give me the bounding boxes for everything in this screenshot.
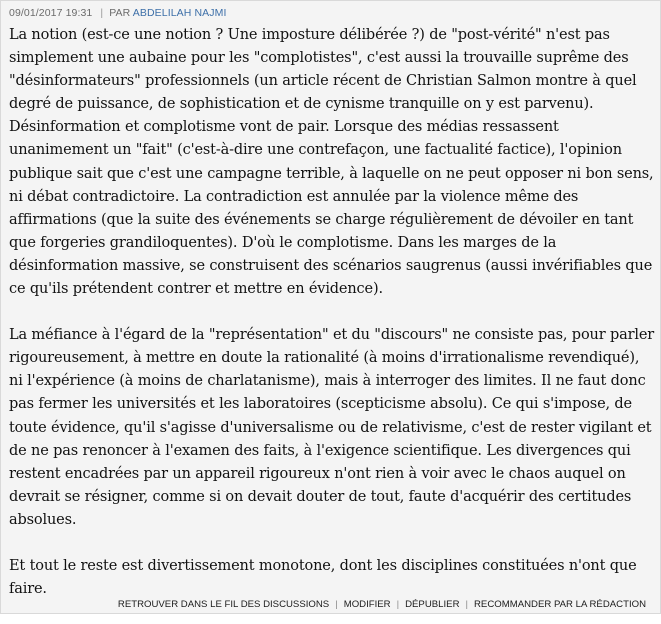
action-separator: | bbox=[335, 599, 338, 610]
author-link[interactable]: ABDELILAH NAJMI bbox=[132, 7, 227, 19]
unpublish-link[interactable]: DÉPUBLIER bbox=[405, 599, 460, 610]
find-in-thread-link[interactable]: RETROUVER DANS LE FIL DES DISCUSSIONS bbox=[117, 599, 330, 610]
comment-actions bbox=[118, 599, 646, 610]
edit-link[interactable]: MODIFIER bbox=[343, 599, 391, 610]
comment-paragraph: La notion (est-ce une notion ? Une imposture délibérée ?) de "post-vérité" n'est pas simplement une aubaine pour les "complotistes", c'est aussi la trouvaille suprême des "désinformateurs" professionnels (un article récent de Christian Salmon montre à quel degré de puissance, de sophistication et de cynisme tranquille on y est parvenu). Désinformation et complotisme vont de pair. Lorsque des médias ressassent unanimement un "fait" (c'est-à-dire une contrefaçon, une factualité factice), l'opinion publique sait que c'est une campagne terrible, à laquelle on ne peut opposer ni bon sens, ni débat contradictoire. La contradiction est annulée par la violence même des affirmations (que la suite des événements se charge régulièrement de dévoiler en tant que forgeries grandiloquentes). D'où le complotisme. Dans les marges de la désinformation massive, se construisent des scénarios saugrenus (aussi invérifiables que ce qu'ils prétendent contrer et mettre en évidence). bbox=[9, 27, 654, 298]
comment-paragraph: Et tout le reste est divertissement monotone, dont les disciplines constituées n'ont que faire. bbox=[9, 557, 637, 598]
comment-body bbox=[9, 24, 657, 624]
comment-paragraph: La méfiance à l'égard de la "représentation" et du "discours" ne consiste pas, pour parler rigoureusement, à mettre en doute la rationalité (à moins d'irrationalisme revendiqué), ni l'expérience (à moins de charlatanisme), mais à interroger des limites. Il ne faut donc pas fermer les universités et les laboratoires (scepticisme absolu). Ce qui s'impose, de toute évidence, qu'il s'agisse d'universalisme ou de relativisme, c'est de rester vigilant et de ne pas renoncer à l'examen des faits, à l'exigence scientifique. Les divergences qui restent encadrées par un appareil rigoureux n'ont rien à voir avec le chaos auquel on devrait se résigner, comme si on devait douter de tout, faute d'acquérir des certitudes absolues. bbox=[9, 327, 655, 528]
recommend-link[interactable]: RECOMMANDER PAR LA RÉDACTION bbox=[474, 599, 646, 610]
action-separator: | bbox=[465, 599, 468, 610]
comment-meta bbox=[9, 7, 226, 19]
author-prefix: PAR bbox=[109, 7, 131, 19]
comment-timestamp: 09/01/2017 19:31 bbox=[9, 7, 93, 19]
action-separator: | bbox=[396, 599, 400, 610]
meta-separator: | bbox=[100, 7, 104, 19]
